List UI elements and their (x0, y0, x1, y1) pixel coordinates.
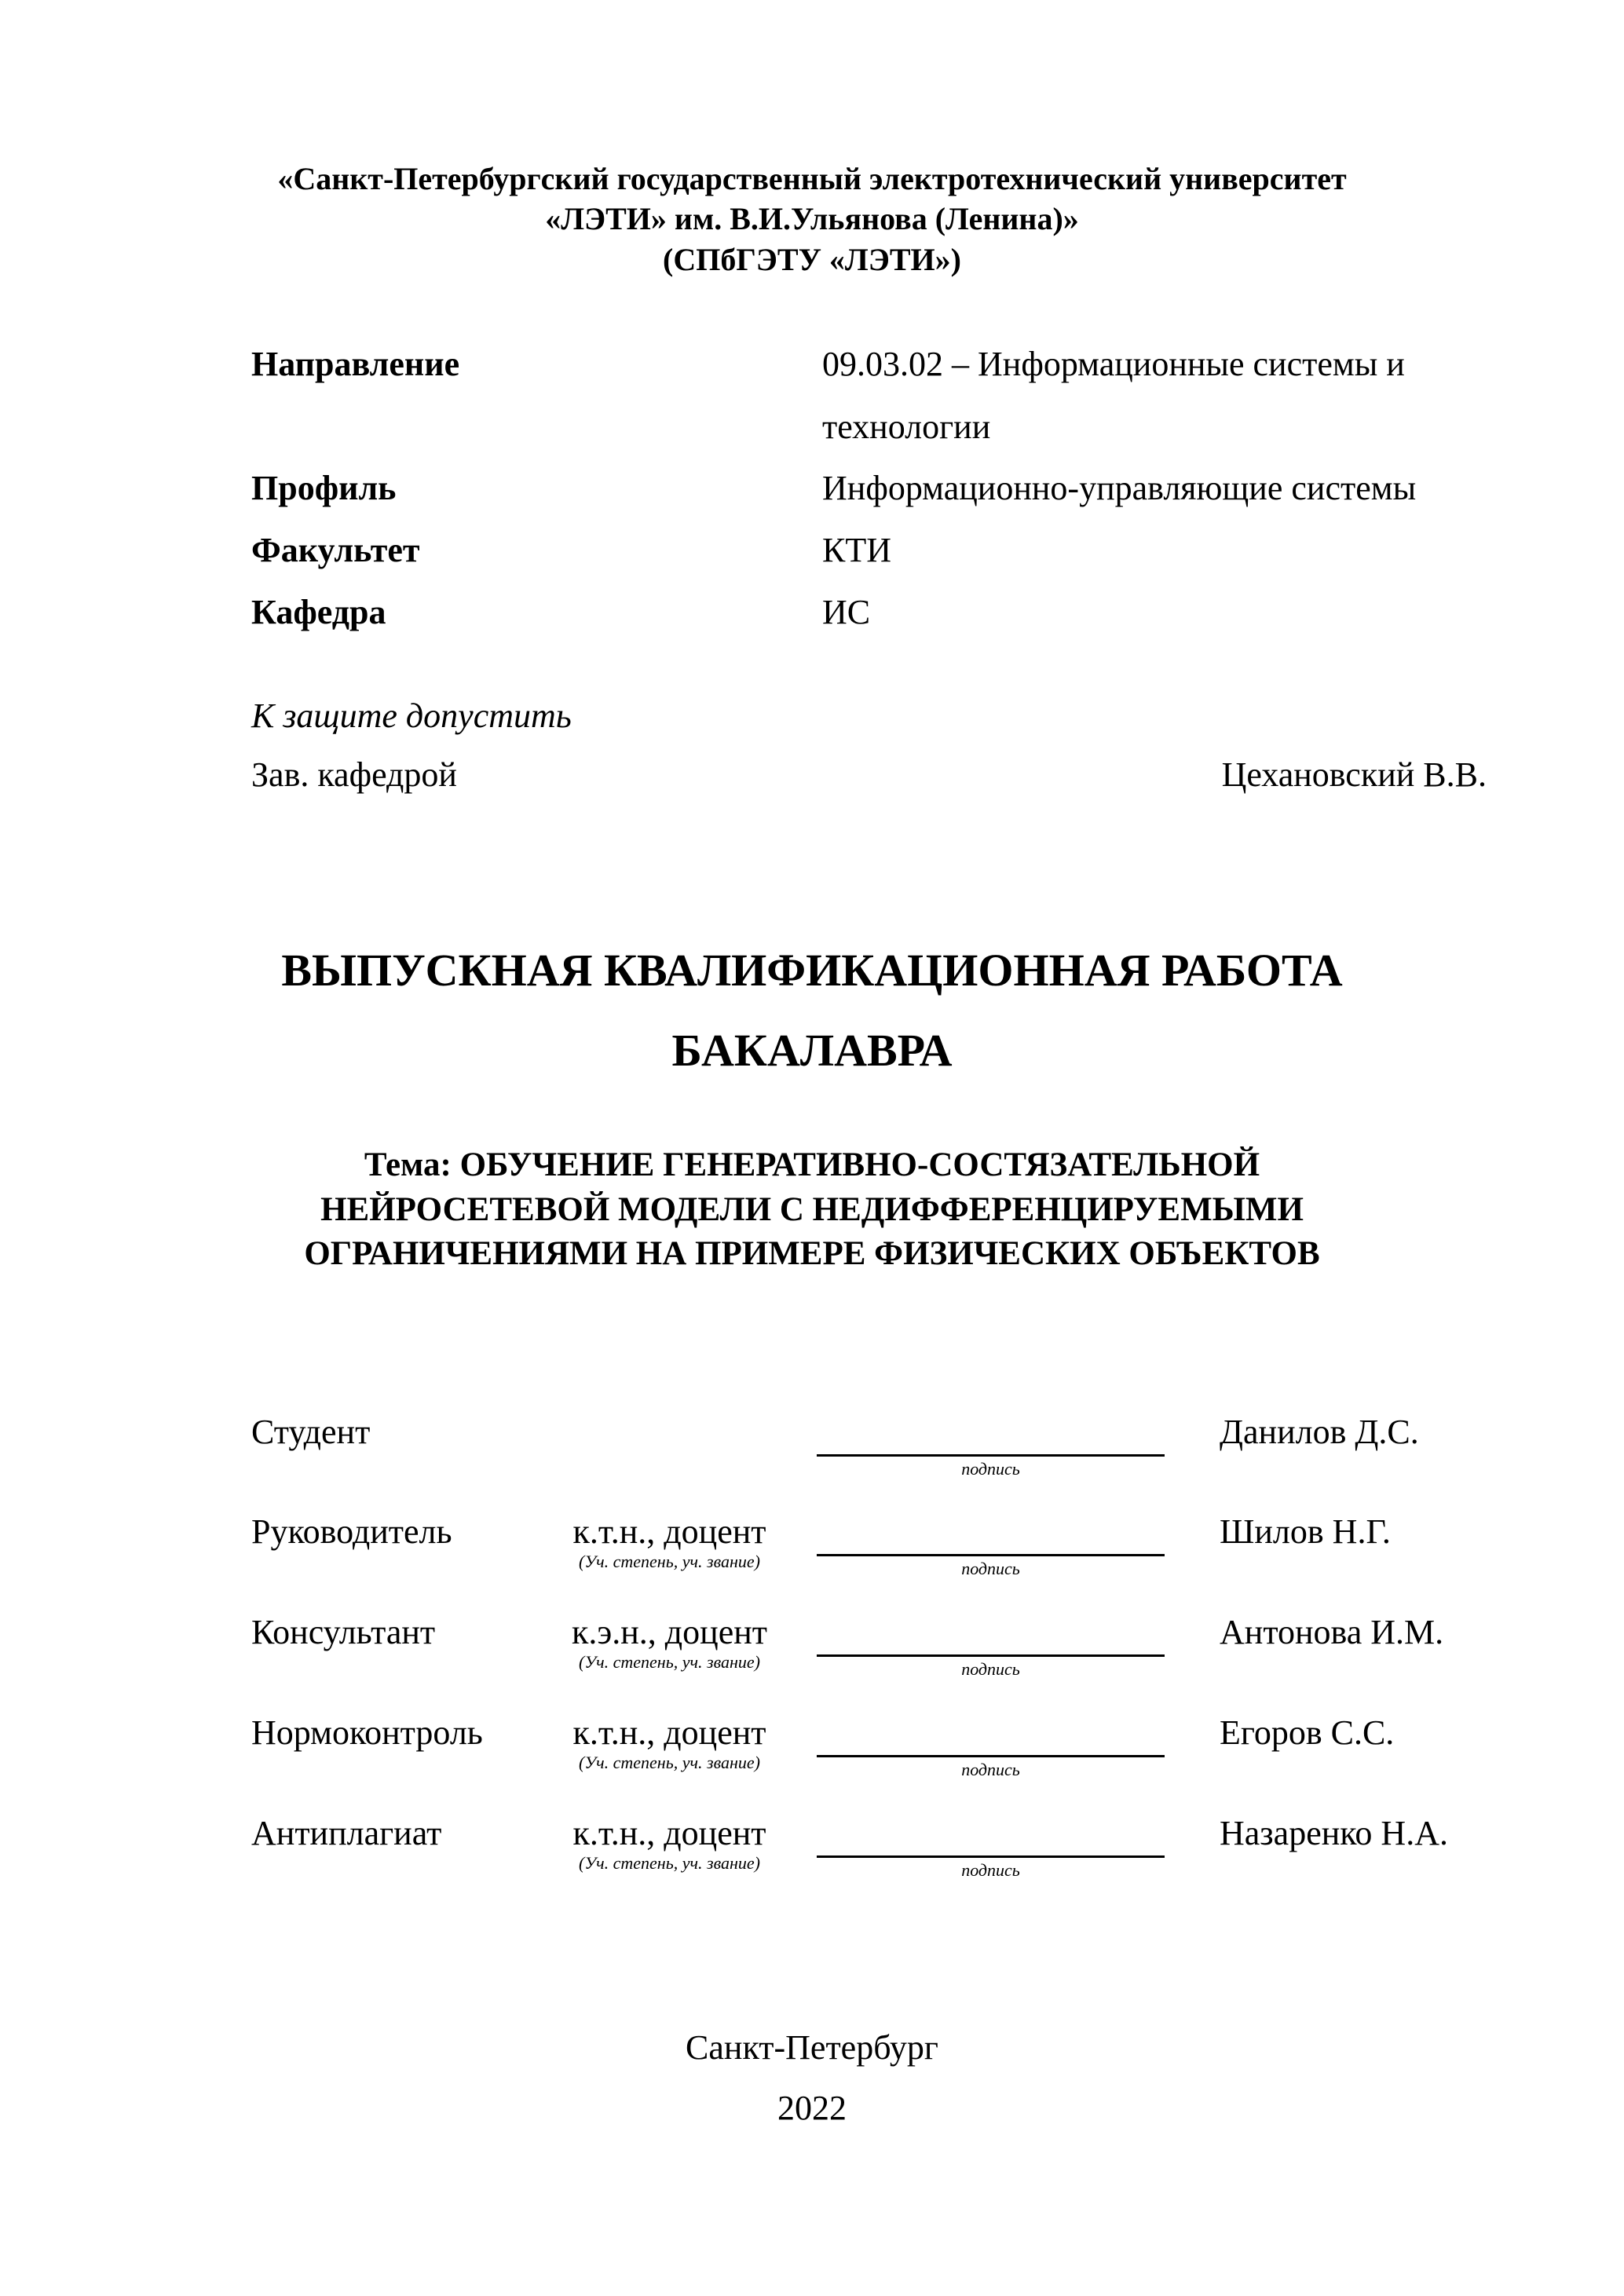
signature-line (817, 1654, 1165, 1657)
signature-line (817, 1755, 1165, 1757)
degree-caption: (Уч. степень, уч. звание) (579, 1853, 760, 1873)
signature-caption: подпись (961, 1559, 1020, 1578)
academic-degree: к.т.н., доцент (572, 1713, 766, 1752)
degree-caption: (Уч. степень, уч. звание) (579, 1652, 760, 1672)
role-label: Руководитель (251, 1512, 452, 1551)
signature-line (817, 1454, 1165, 1457)
role-label: Нормоконтроль (251, 1713, 483, 1752)
signature-caption: подпись (961, 1760, 1020, 1779)
direction-value-continued: технологии (822, 408, 991, 446)
head-of-department-role: Зав. кафедрой (251, 755, 457, 794)
signature-line (817, 1855, 1165, 1858)
work-title-line-1: ВЫПУСКНАЯ КВАЛИФИКАЦИОННАЯ РАБОТА (281, 945, 1343, 996)
direction-label: Направление (251, 345, 460, 383)
role-label: Студент (251, 1413, 371, 1451)
academic-degree: к.т.н., доцент (572, 1512, 766, 1551)
year: 2022 (777, 2089, 847, 2127)
department-label: Кафедра (251, 593, 386, 631)
profile-label: Профиль (251, 469, 397, 507)
admit-to-defense: К защите допустить (251, 696, 572, 735)
signature-caption: подпись (961, 1459, 1020, 1479)
academic-degree: к.э.н., доцент (571, 1613, 768, 1651)
work-title-line-2: БАКАЛАВРА (671, 1025, 953, 1076)
role-label: Антиплагиат (251, 1814, 442, 1852)
topic-line-2: НЕЙРОСЕТЕВОЙ МОДЕЛИ С НЕДИФФЕРЕНЦИРУЕМЫМИ (320, 1191, 1304, 1228)
faculty-value: КТИ (822, 531, 891, 569)
topic-line-3: ОГРАНИЧЕНИЯМИ НА ПРИМЕРЕ ФИЗИЧЕСКИХ ОБЪЕКТОВ (304, 1235, 1320, 1272)
person-name: Егоров С.С. (1220, 1713, 1395, 1752)
person-name: Шилов Н.Г. (1220, 1512, 1391, 1551)
signature-line (817, 1554, 1165, 1556)
head-of-department-name: Цехановский В.В. (1221, 755, 1487, 794)
degree-caption: (Уч. степень, уч. звание) (579, 1552, 760, 1571)
signature-caption: подпись (961, 1659, 1020, 1679)
profile-value: Информационно-управляющие системы (822, 469, 1417, 507)
direction-value: 09.03.02 – Информационные системы и (822, 345, 1405, 383)
university-name-line-2: «ЛЭТИ» им. В.И.Ульянова (Ленина)» (545, 201, 1079, 236)
person-name: Антонова И.М. (1220, 1613, 1444, 1651)
university-name-line-1: «Санкт-Петербургский государственный электротехнический университет (277, 161, 1347, 196)
city: Санкт-Петербург (686, 2028, 938, 2067)
degree-caption: (Уч. степень, уч. звание) (579, 1753, 760, 1772)
signature-caption: подпись (961, 1860, 1020, 1880)
university-abbreviation: (СПбГЭТУ «ЛЭТИ») (663, 242, 961, 277)
role-label: Консультант (251, 1613, 436, 1651)
department-value: ИС (822, 593, 871, 631)
faculty-label: Факультет (251, 531, 420, 569)
person-name: Данилов Д.С. (1220, 1413, 1419, 1451)
person-name: Назаренко Н.А. (1220, 1814, 1448, 1852)
academic-degree: к.т.н., доцент (572, 1814, 766, 1852)
topic-line-1: Тема: ОБУЧЕНИЕ ГЕНЕРАТИВНО-СОСТЯЗАТЕЛЬНОЙ (364, 1146, 1260, 1183)
